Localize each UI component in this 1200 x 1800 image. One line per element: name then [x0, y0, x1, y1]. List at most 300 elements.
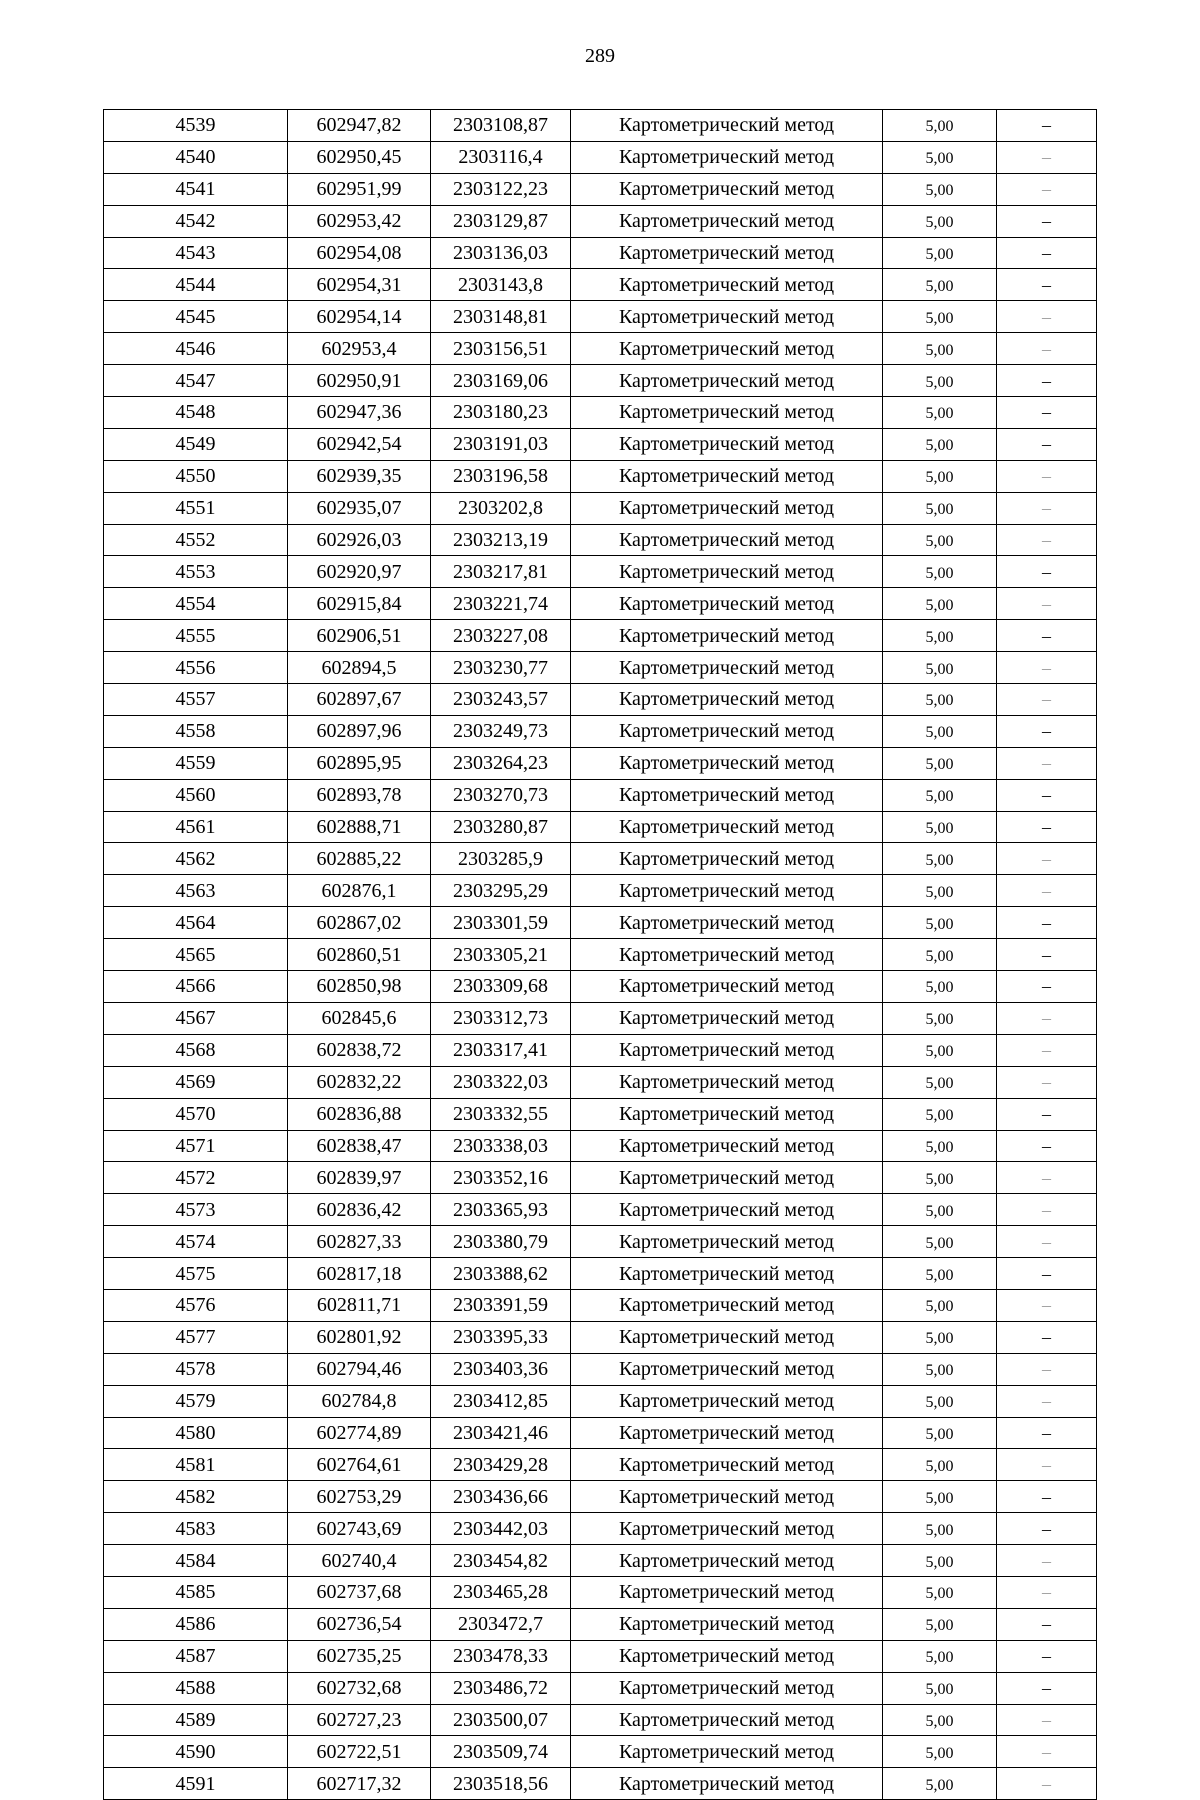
method-cell: Картометрический метод: [571, 110, 883, 142]
accuracy-cell: 5,00: [883, 939, 997, 971]
y-coordinate-cell: 2303388,62: [431, 1258, 571, 1290]
table-row: [104, 1576, 1097, 1608]
y-coordinate-cell: 2303312,73: [431, 1002, 571, 1034]
accuracy-cell: 5,00: [883, 1608, 997, 1640]
table-row: [104, 492, 1097, 524]
accuracy-cell: 5,00: [883, 588, 997, 620]
y-coordinate-cell: 2303486,72: [431, 1672, 571, 1704]
point-number-cell: 4572: [104, 1162, 288, 1194]
dash-cell: –: [997, 875, 1097, 907]
y-coordinate-cell: 2303305,21: [431, 939, 571, 971]
y-coordinate-cell: 2303454,82: [431, 1545, 571, 1577]
method-cell: Картометрический метод: [571, 301, 883, 333]
dash-cell: –: [997, 1672, 1097, 1704]
accuracy-cell: 5,00: [883, 1194, 997, 1226]
point-number-cell: 4564: [104, 907, 288, 939]
dash-cell: –: [997, 1608, 1097, 1640]
x-coordinate-cell: 602817,18: [288, 1258, 431, 1290]
table-row: [104, 110, 1097, 142]
table-row: [104, 588, 1097, 620]
table-row: [104, 747, 1097, 779]
x-coordinate-cell: 602867,02: [288, 907, 431, 939]
dash-cell: –: [997, 1098, 1097, 1130]
y-coordinate-cell: 2303301,59: [431, 907, 571, 939]
accuracy-cell: 5,00: [883, 173, 997, 205]
method-cell: Картометрический метод: [571, 939, 883, 971]
accuracy-cell: 5,00: [883, 1162, 997, 1194]
method-cell: Картометрический метод: [571, 428, 883, 460]
table-row: [104, 1385, 1097, 1417]
table-row: [104, 460, 1097, 492]
x-coordinate-cell: 602954,31: [288, 269, 431, 301]
y-coordinate-cell: 2303442,03: [431, 1513, 571, 1545]
dash-cell: –: [997, 492, 1097, 524]
x-coordinate-cell: 602893,78: [288, 779, 431, 811]
dash-cell: –: [997, 1417, 1097, 1449]
coordinates-table-body: [104, 110, 1097, 1800]
method-cell: Картометрический метод: [571, 1066, 883, 1098]
accuracy-cell: 5,00: [883, 1672, 997, 1704]
y-coordinate-cell: 2303280,87: [431, 811, 571, 843]
y-coordinate-cell: 2303227,08: [431, 620, 571, 652]
table-row: [104, 1417, 1097, 1449]
point-number-cell: 4540: [104, 141, 288, 173]
method-cell: Картометрический метод: [571, 173, 883, 205]
method-cell: Картометрический метод: [571, 1417, 883, 1449]
point-number-cell: 4556: [104, 652, 288, 684]
table-row: [104, 811, 1097, 843]
point-number-cell: 4563: [104, 875, 288, 907]
y-coordinate-cell: 2303196,58: [431, 460, 571, 492]
y-coordinate-cell: 2303403,36: [431, 1353, 571, 1385]
method-cell: Картометрический метод: [571, 237, 883, 269]
x-coordinate-cell: 602832,22: [288, 1066, 431, 1098]
accuracy-cell: 5,00: [883, 907, 997, 939]
accuracy-cell: 5,00: [883, 333, 997, 365]
y-coordinate-cell: 2303472,7: [431, 1608, 571, 1640]
y-coordinate-cell: 2303352,16: [431, 1162, 571, 1194]
y-coordinate-cell: 2303317,41: [431, 1034, 571, 1066]
dash-cell: –: [997, 1226, 1097, 1258]
accuracy-cell: 5,00: [883, 1513, 997, 1545]
table-row: [104, 397, 1097, 429]
x-coordinate-cell: 602737,68: [288, 1576, 431, 1608]
accuracy-cell: 5,00: [883, 1481, 997, 1513]
dash-cell: –: [997, 1545, 1097, 1577]
method-cell: Картометрический метод: [571, 1640, 883, 1672]
y-coordinate-cell: 2303143,8: [431, 269, 571, 301]
dash-cell: –: [997, 237, 1097, 269]
point-number-cell: 4545: [104, 301, 288, 333]
method-cell: Картометрический метод: [571, 875, 883, 907]
table-row: [104, 715, 1097, 747]
method-cell: Картометрический метод: [571, 1321, 883, 1353]
y-coordinate-cell: 2303136,03: [431, 237, 571, 269]
method-cell: Картометрический метод: [571, 811, 883, 843]
x-coordinate-cell: 602888,71: [288, 811, 431, 843]
point-number-cell: 4579: [104, 1385, 288, 1417]
x-coordinate-cell: 602717,32: [288, 1768, 431, 1800]
table-row: [104, 1321, 1097, 1353]
x-coordinate-cell: 602801,92: [288, 1321, 431, 1353]
accuracy-cell: 5,00: [883, 1704, 997, 1736]
y-coordinate-cell: 2303395,33: [431, 1321, 571, 1353]
method-cell: Картометрический метод: [571, 460, 883, 492]
x-coordinate-cell: 602951,99: [288, 173, 431, 205]
x-coordinate-cell: 602774,89: [288, 1417, 431, 1449]
method-cell: Картометрический метод: [571, 779, 883, 811]
point-number-cell: 4554: [104, 588, 288, 620]
table-row: [104, 237, 1097, 269]
method-cell: Картометрический метод: [571, 1481, 883, 1513]
dash-cell: –: [997, 971, 1097, 1003]
dash-cell: –: [997, 301, 1097, 333]
accuracy-cell: 5,00: [883, 1768, 997, 1800]
method-cell: Картометрический метод: [571, 365, 883, 397]
dash-cell: –: [997, 1194, 1097, 1226]
x-coordinate-cell: 602860,51: [288, 939, 431, 971]
table-row: [104, 141, 1097, 173]
y-coordinate-cell: 2303156,51: [431, 333, 571, 365]
dash-cell: –: [997, 1449, 1097, 1481]
accuracy-cell: 5,00: [883, 110, 997, 142]
accuracy-cell: 5,00: [883, 811, 997, 843]
dash-cell: –: [997, 333, 1097, 365]
dash-cell: –: [997, 1258, 1097, 1290]
table-row: [104, 1162, 1097, 1194]
table-row: [104, 1002, 1097, 1034]
x-coordinate-cell: 602839,97: [288, 1162, 431, 1194]
point-number-cell: 4588: [104, 1672, 288, 1704]
table-row: [104, 1289, 1097, 1321]
y-coordinate-cell: 2303412,85: [431, 1385, 571, 1417]
table-row: [104, 1130, 1097, 1162]
point-number-cell: 4546: [104, 333, 288, 365]
point-number-cell: 4589: [104, 1704, 288, 1736]
x-coordinate-cell: 602838,72: [288, 1034, 431, 1066]
point-number-cell: 4558: [104, 715, 288, 747]
table-row: [104, 620, 1097, 652]
method-cell: Картометрический метод: [571, 397, 883, 429]
x-coordinate-cell: 602953,42: [288, 205, 431, 237]
method-cell: Картометрический метод: [571, 141, 883, 173]
table-row: [104, 1034, 1097, 1066]
point-number-cell: 4555: [104, 620, 288, 652]
dash-cell: –: [997, 939, 1097, 971]
dash-cell: –: [997, 620, 1097, 652]
table-row: [104, 428, 1097, 460]
y-coordinate-cell: 2303116,4: [431, 141, 571, 173]
y-coordinate-cell: 2303365,93: [431, 1194, 571, 1226]
x-coordinate-cell: 602954,08: [288, 237, 431, 269]
x-coordinate-cell: 602764,61: [288, 1449, 431, 1481]
point-number-cell: 4542: [104, 205, 288, 237]
y-coordinate-cell: 2303243,57: [431, 684, 571, 716]
y-coordinate-cell: 2303213,19: [431, 524, 571, 556]
table-row: [104, 652, 1097, 684]
method-cell: Картометрический метод: [571, 1258, 883, 1290]
accuracy-cell: 5,00: [883, 1640, 997, 1672]
table-row: [104, 1098, 1097, 1130]
point-number-cell: 4559: [104, 747, 288, 779]
x-coordinate-cell: 602722,51: [288, 1736, 431, 1768]
accuracy-cell: 5,00: [883, 1321, 997, 1353]
y-coordinate-cell: 2303108,87: [431, 110, 571, 142]
accuracy-cell: 5,00: [883, 365, 997, 397]
method-cell: Картометрический метод: [571, 1768, 883, 1800]
table-row: [104, 1449, 1097, 1481]
method-cell: Картометрический метод: [571, 1162, 883, 1194]
y-coordinate-cell: 2303202,8: [431, 492, 571, 524]
method-cell: Картометрический метод: [571, 652, 883, 684]
y-coordinate-cell: 2303391,59: [431, 1289, 571, 1321]
x-coordinate-cell: 602753,29: [288, 1481, 431, 1513]
x-coordinate-cell: 602740,4: [288, 1545, 431, 1577]
point-number-cell: 4578: [104, 1353, 288, 1385]
dash-cell: –: [997, 1704, 1097, 1736]
y-coordinate-cell: 2303285,9: [431, 843, 571, 875]
accuracy-cell: 5,00: [883, 237, 997, 269]
x-coordinate-cell: 602935,07: [288, 492, 431, 524]
accuracy-cell: 5,00: [883, 1385, 997, 1417]
accuracy-cell: 5,00: [883, 1258, 997, 1290]
table-row: [104, 1545, 1097, 1577]
method-cell: Картометрический метод: [571, 205, 883, 237]
x-coordinate-cell: 602947,82: [288, 110, 431, 142]
method-cell: Картометрический метод: [571, 588, 883, 620]
point-number-cell: 4560: [104, 779, 288, 811]
method-cell: Картометрический метод: [571, 1513, 883, 1545]
table-row: [104, 1736, 1097, 1768]
table-row: [104, 556, 1097, 588]
table-row: [104, 1258, 1097, 1290]
method-cell: Картометрический метод: [571, 1226, 883, 1258]
method-cell: Картометрический метод: [571, 1130, 883, 1162]
method-cell: Картометрический метод: [571, 843, 883, 875]
point-number-cell: 4569: [104, 1066, 288, 1098]
point-number-cell: 4548: [104, 397, 288, 429]
y-coordinate-cell: 2303264,23: [431, 747, 571, 779]
accuracy-cell: 5,00: [883, 141, 997, 173]
point-number-cell: 4575: [104, 1258, 288, 1290]
accuracy-cell: 5,00: [883, 971, 997, 1003]
x-coordinate-cell: 602736,54: [288, 1608, 431, 1640]
x-coordinate-cell: 602897,96: [288, 715, 431, 747]
point-number-cell: 4551: [104, 492, 288, 524]
point-number-cell: 4565: [104, 939, 288, 971]
dash-cell: –: [997, 811, 1097, 843]
y-coordinate-cell: 2303217,81: [431, 556, 571, 588]
dash-cell: –: [997, 1130, 1097, 1162]
dash-cell: –: [997, 1385, 1097, 1417]
point-number-cell: 4574: [104, 1226, 288, 1258]
dash-cell: –: [997, 715, 1097, 747]
method-cell: Картометрический метод: [571, 747, 883, 779]
x-coordinate-cell: 602894,5: [288, 652, 431, 684]
accuracy-cell: 5,00: [883, 779, 997, 811]
method-cell: Картометрический метод: [571, 1289, 883, 1321]
method-cell: Картометрический метод: [571, 333, 883, 365]
x-coordinate-cell: 602939,35: [288, 460, 431, 492]
accuracy-cell: 5,00: [883, 428, 997, 460]
x-coordinate-cell: 602920,97: [288, 556, 431, 588]
table-row: [104, 907, 1097, 939]
y-coordinate-cell: 2303270,73: [431, 779, 571, 811]
x-coordinate-cell: 602836,42: [288, 1194, 431, 1226]
dash-cell: –: [997, 556, 1097, 588]
table-row: [104, 1704, 1097, 1736]
dash-cell: –: [997, 365, 1097, 397]
point-number-cell: 4590: [104, 1736, 288, 1768]
accuracy-cell: 5,00: [883, 1066, 997, 1098]
y-coordinate-cell: 2303332,55: [431, 1098, 571, 1130]
dash-cell: –: [997, 1640, 1097, 1672]
y-coordinate-cell: 2303380,79: [431, 1226, 571, 1258]
accuracy-cell: 5,00: [883, 492, 997, 524]
table-row: [104, 205, 1097, 237]
y-coordinate-cell: 2303338,03: [431, 1130, 571, 1162]
method-cell: Картометрический метод: [571, 1704, 883, 1736]
accuracy-cell: 5,00: [883, 620, 997, 652]
accuracy-cell: 5,00: [883, 1226, 997, 1258]
dash-cell: –: [997, 1162, 1097, 1194]
y-coordinate-cell: 2303129,87: [431, 205, 571, 237]
table-row: [104, 843, 1097, 875]
table-row: [104, 365, 1097, 397]
y-coordinate-cell: 2303180,23: [431, 397, 571, 429]
dash-cell: –: [997, 652, 1097, 684]
table-row: [104, 1226, 1097, 1258]
method-cell: Картометрический метод: [571, 1034, 883, 1066]
table-row: [104, 1353, 1097, 1385]
accuracy-cell: 5,00: [883, 301, 997, 333]
x-coordinate-cell: 602850,98: [288, 971, 431, 1003]
x-coordinate-cell: 602732,68: [288, 1672, 431, 1704]
point-number-cell: 4577: [104, 1321, 288, 1353]
x-coordinate-cell: 602950,91: [288, 365, 431, 397]
dash-cell: –: [997, 141, 1097, 173]
method-cell: Картометрический метод: [571, 1385, 883, 1417]
accuracy-cell: 5,00: [883, 1098, 997, 1130]
y-coordinate-cell: 2303309,68: [431, 971, 571, 1003]
point-number-cell: 4541: [104, 173, 288, 205]
accuracy-cell: 5,00: [883, 1545, 997, 1577]
method-cell: Картометрический метод: [571, 684, 883, 716]
method-cell: Картометрический метод: [571, 1608, 883, 1640]
table-row: [104, 301, 1097, 333]
y-coordinate-cell: 2303465,28: [431, 1576, 571, 1608]
accuracy-cell: 5,00: [883, 684, 997, 716]
point-number-cell: 4557: [104, 684, 288, 716]
dash-cell: –: [997, 843, 1097, 875]
dash-cell: –: [997, 269, 1097, 301]
x-coordinate-cell: 602845,6: [288, 1002, 431, 1034]
dash-cell: –: [997, 205, 1097, 237]
accuracy-cell: 5,00: [883, 1130, 997, 1162]
y-coordinate-cell: 2303148,81: [431, 301, 571, 333]
dash-cell: –: [997, 460, 1097, 492]
coordinates-table: [103, 109, 1097, 1800]
method-cell: Картометрический метод: [571, 1736, 883, 1768]
x-coordinate-cell: 602735,25: [288, 1640, 431, 1672]
method-cell: Картометрический метод: [571, 907, 883, 939]
accuracy-cell: 5,00: [883, 1289, 997, 1321]
method-cell: Картометрический метод: [571, 1545, 883, 1577]
point-number-cell: 4544: [104, 269, 288, 301]
y-coordinate-cell: 2303478,33: [431, 1640, 571, 1672]
method-cell: Картометрический метод: [571, 1002, 883, 1034]
x-coordinate-cell: 602727,23: [288, 1704, 431, 1736]
method-cell: Картометрический метод: [571, 1194, 883, 1226]
dash-cell: –: [997, 1736, 1097, 1768]
x-coordinate-cell: 602794,46: [288, 1353, 431, 1385]
table-row: [104, 1066, 1097, 1098]
point-number-cell: 4584: [104, 1545, 288, 1577]
y-coordinate-cell: 2303249,73: [431, 715, 571, 747]
point-number-cell: 4586: [104, 1608, 288, 1640]
dash-cell: –: [997, 779, 1097, 811]
accuracy-cell: 5,00: [883, 875, 997, 907]
method-cell: Картометрический метод: [571, 971, 883, 1003]
x-coordinate-cell: 602895,95: [288, 747, 431, 779]
x-coordinate-cell: 602811,71: [288, 1289, 431, 1321]
accuracy-cell: 5,00: [883, 269, 997, 301]
point-number-cell: 4547: [104, 365, 288, 397]
method-cell: Картометрический метод: [571, 492, 883, 524]
dash-cell: –: [997, 173, 1097, 205]
point-number-cell: 4549: [104, 428, 288, 460]
x-coordinate-cell: 602784,8: [288, 1385, 431, 1417]
method-cell: Картометрический метод: [571, 1672, 883, 1704]
accuracy-cell: 5,00: [883, 1353, 997, 1385]
x-coordinate-cell: 602950,45: [288, 141, 431, 173]
x-coordinate-cell: 602876,1: [288, 875, 431, 907]
dash-cell: –: [997, 1513, 1097, 1545]
dash-cell: –: [997, 1576, 1097, 1608]
y-coordinate-cell: 2303169,06: [431, 365, 571, 397]
point-number-cell: 4567: [104, 1002, 288, 1034]
accuracy-cell: 5,00: [883, 843, 997, 875]
table-row: [104, 173, 1097, 205]
y-coordinate-cell: 2303191,03: [431, 428, 571, 460]
method-cell: Картометрический метод: [571, 269, 883, 301]
dash-cell: –: [997, 524, 1097, 556]
table-row: [104, 1608, 1097, 1640]
x-coordinate-cell: 602926,03: [288, 524, 431, 556]
point-number-cell: 4585: [104, 1576, 288, 1608]
accuracy-cell: 5,00: [883, 715, 997, 747]
point-number-cell: 4571: [104, 1130, 288, 1162]
point-number-cell: 4583: [104, 1513, 288, 1545]
accuracy-cell: 5,00: [883, 1736, 997, 1768]
accuracy-cell: 5,00: [883, 1417, 997, 1449]
table-row: [104, 779, 1097, 811]
point-number-cell: 4591: [104, 1768, 288, 1800]
dash-cell: –: [997, 1034, 1097, 1066]
dash-cell: –: [997, 747, 1097, 779]
x-coordinate-cell: 602743,69: [288, 1513, 431, 1545]
x-coordinate-cell: 602885,22: [288, 843, 431, 875]
x-coordinate-cell: 602942,54: [288, 428, 431, 460]
point-number-cell: 4568: [104, 1034, 288, 1066]
point-number-cell: 4587: [104, 1640, 288, 1672]
table-row: [104, 1672, 1097, 1704]
accuracy-cell: 5,00: [883, 1449, 997, 1481]
table-row: [104, 971, 1097, 1003]
y-coordinate-cell: 2303500,07: [431, 1704, 571, 1736]
accuracy-cell: 5,00: [883, 524, 997, 556]
y-coordinate-cell: 2303436,66: [431, 1481, 571, 1513]
